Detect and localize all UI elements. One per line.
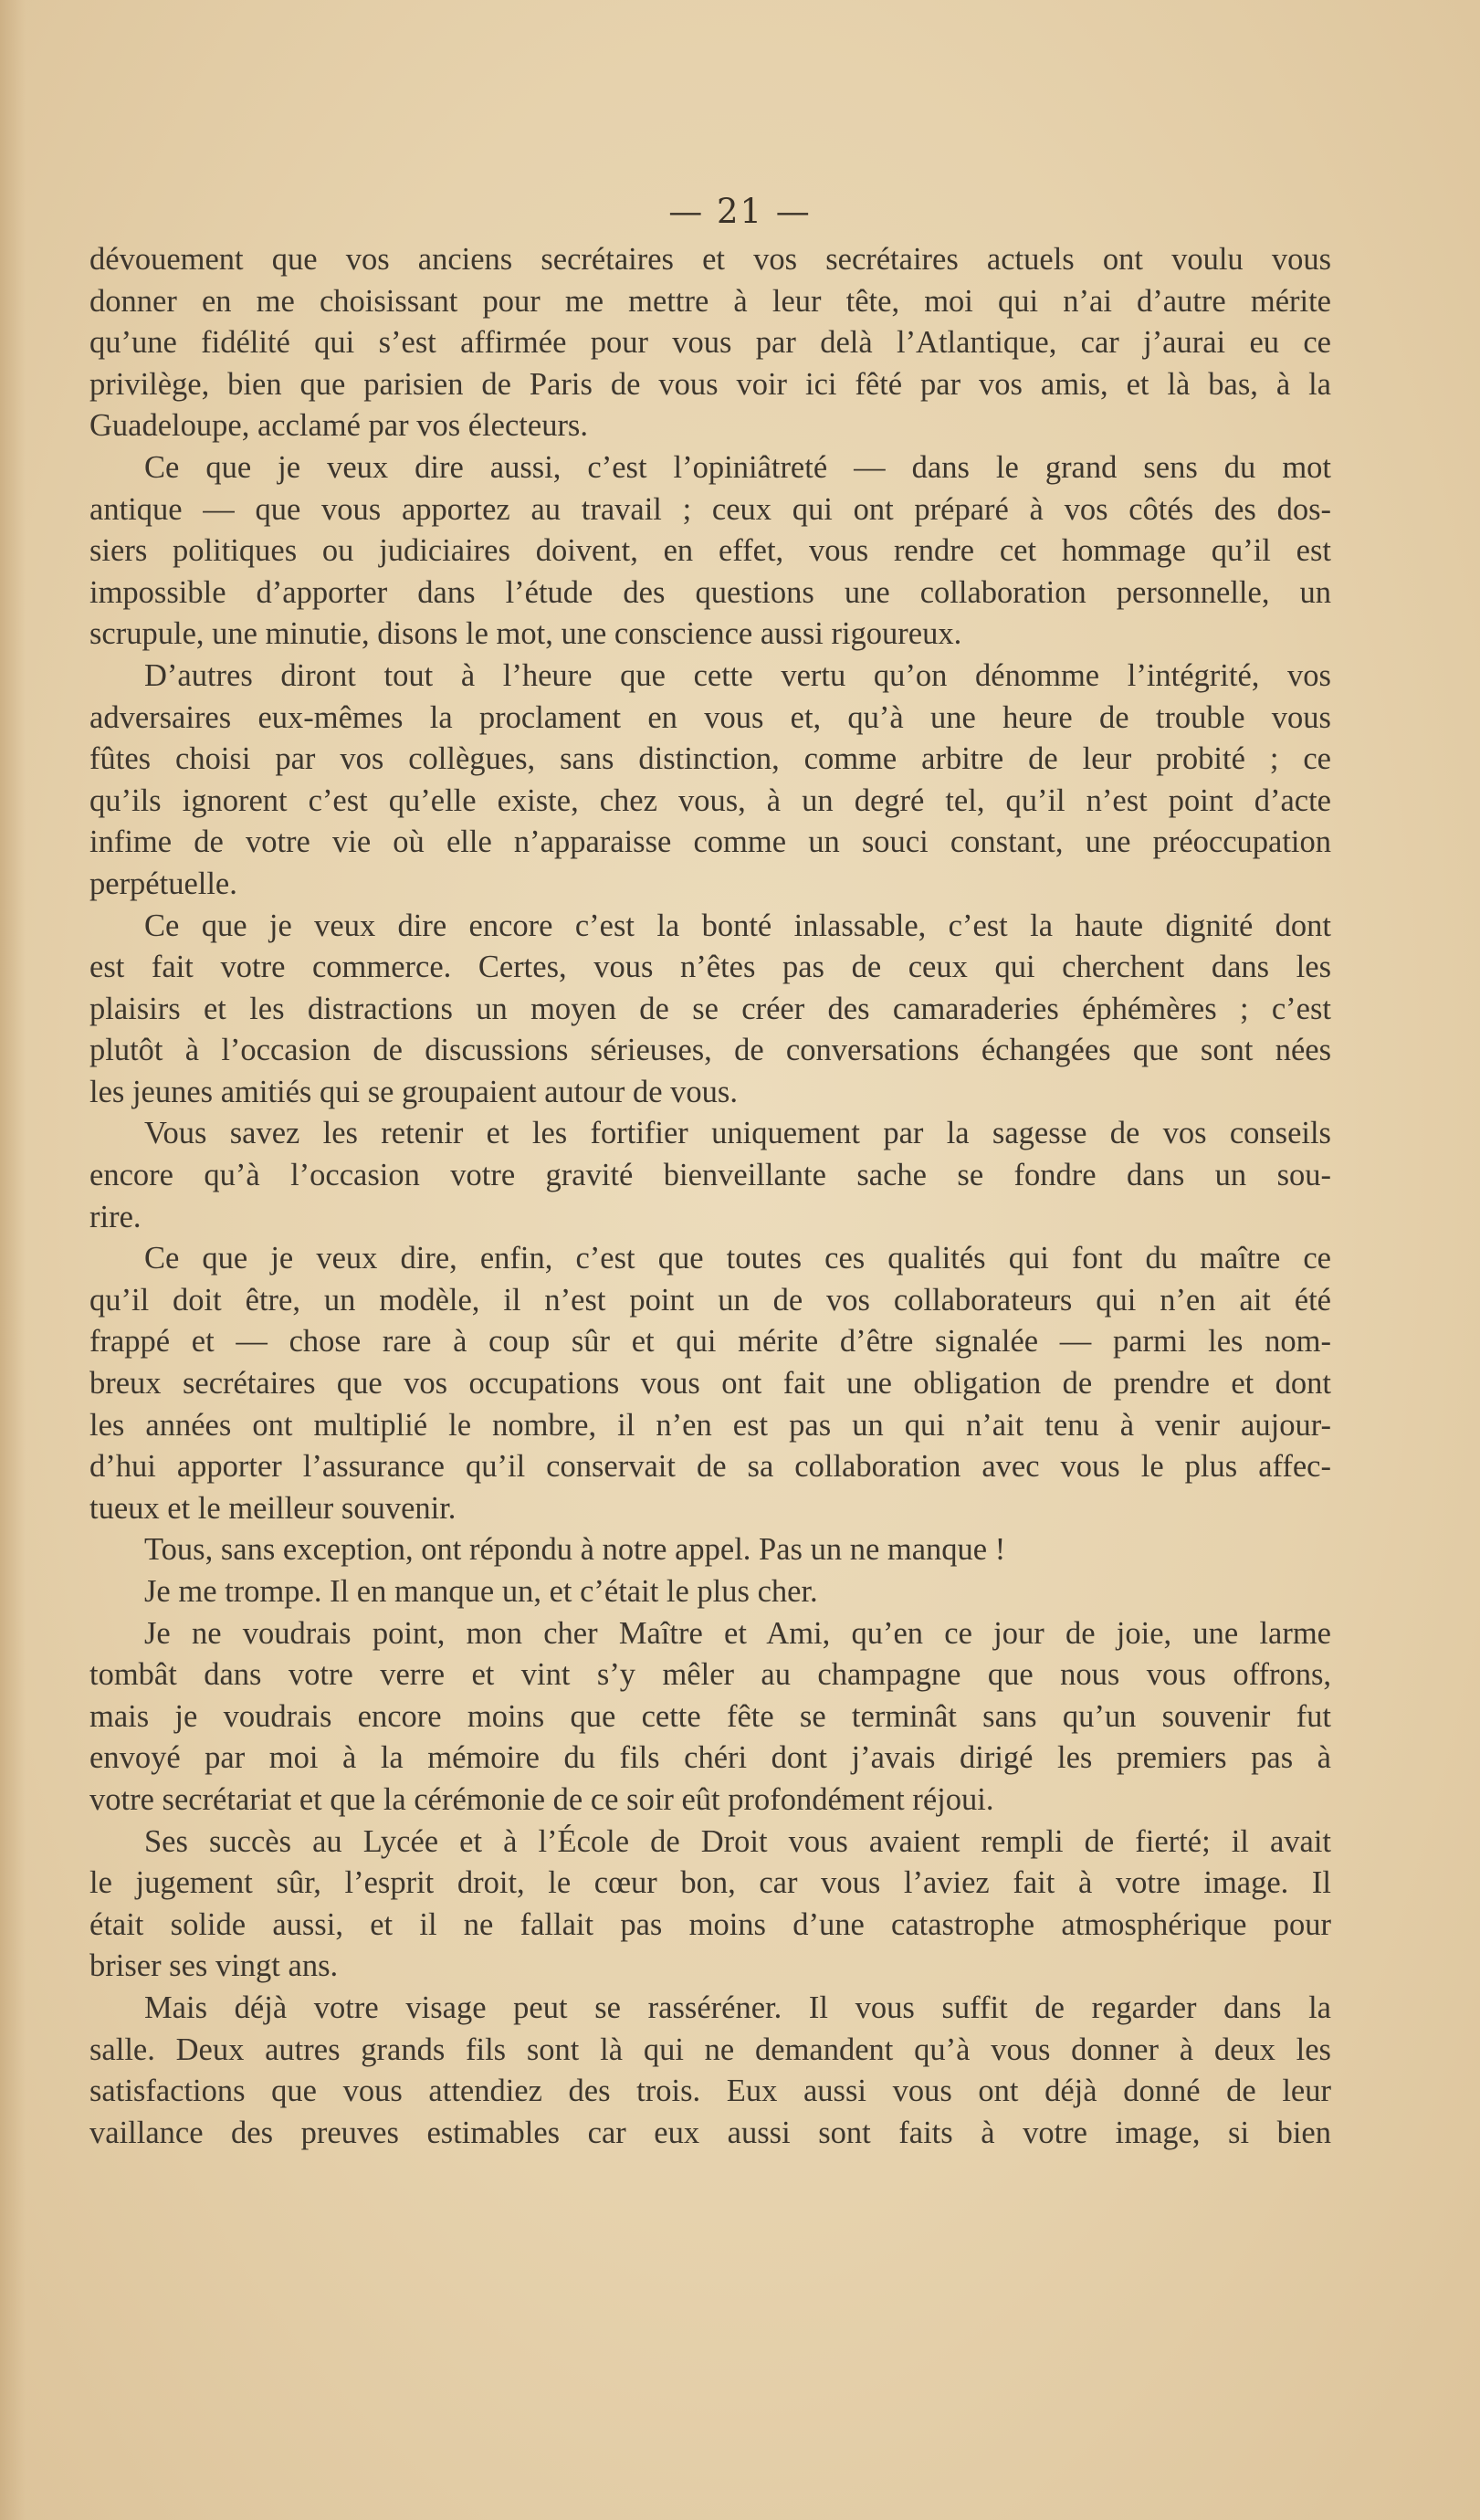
- text-line: D’autres diront tout à l’heure que cette vertu qu’on dénomme l’intégrité, vos: [144, 657, 1331, 693]
- text-line: scrupule, une minutie, disons le mot, une conscience aussi rigoureux.: [89, 616, 962, 652]
- text-line: rire.: [89, 1199, 142, 1234]
- text-line: était solide aussi, et il ne fallait pas moins d’une catastrophe atmosphérique pour: [89, 1906, 1331, 1942]
- text-line: adversaires eux-mêmes la proclament en vous et, qu’à une heure de trouble vous: [89, 699, 1331, 735]
- text-line: impossible d’apporter dans l’étude des questions une collaboration personnelle, un: [89, 574, 1331, 610]
- text-line: qu’une fidélité qui s’est affirmée pour vous par delà l’Atlantique, car j’aurai eu ce: [89, 325, 1331, 361]
- text-line: tueux et le meilleur souvenir.: [89, 1490, 457, 1526]
- text-line: Ce que je veux dire encore c’est la bonté inlassable, c’est la haute dignité dont: [144, 908, 1331, 943]
- text-line: votre secrétariat et que la cérémonie de ce soir eût profondément réjoui.: [89, 1781, 994, 1817]
- text-line: donner en me choisissant pour me mettre à leur tête, moi qui n’ai d’autre mérite: [89, 283, 1331, 319]
- text-line: Ses succès au Lycée et à l’École de Droit vous avaient rempli de fierté; il avait: [144, 1823, 1331, 1859]
- text-line: plutôt à l’occasion de discussions sérieuses, de conversations échangées que sont nées: [89, 1033, 1331, 1068]
- text-line: qu’il doit être, un modèle, il n’est point un de vos collaborateurs qui n’en ait été: [89, 1282, 1331, 1318]
- text-line: tombât dans votre verre et vint s’y mêler au champagne que nous vous offrons,: [89, 1657, 1331, 1693]
- text-line: Mais déjà votre visage peut se rasséréner. Il vous suffit de regarder dans la: [144, 1990, 1331, 2025]
- page-number: — 21 —: [668, 192, 812, 231]
- text-line: Guadeloupe, acclamé par vos électeurs.: [89, 408, 588, 444]
- text-line: Je me trompe. Il en manque un, et c’était le plus cher.: [144, 1574, 818, 1609]
- page-edge-shadow: [0, 0, 26, 2520]
- text-line: dévouement que vos anciens secrétaires et vos secrétaires actuels ont voulu vous: [89, 242, 1331, 277]
- text-line: vaillance des preuves estimables car eux aussi sont faits à votre image, si bien: [89, 2115, 1331, 2150]
- text-line: est fait votre commerce. Certes, vous n’êtes pas de ceux qui cherchent dans les: [89, 950, 1331, 985]
- text-line: briser ses vingt ans.: [89, 1948, 339, 1984]
- text-line: breux secrétaires que vos occupations vous ont fait une obligation de prendre et dont: [89, 1366, 1331, 1402]
- text-line: plaisirs et les distractions un moyen de se créer des camaraderies éphémères ; c’est: [89, 991, 1331, 1026]
- text-line: infime de votre vie où elle n’apparaisse comme un souci constant, une préoccupation: [89, 824, 1331, 860]
- text-line: privilège, bien que parisien de Paris de vous voir ici fêté par vos amis, et là bas, à la: [89, 366, 1331, 402]
- text-line: les jeunes amitiés qui se groupaient autour de vous.: [89, 1074, 738, 1109]
- text-line: fûtes choisi par vos collègues, sans distinction, comme arbitre de leur probité ; ce: [89, 741, 1331, 777]
- text-line: Vous savez les retenir et les fortifier uniquement par la sagesse de vos conseils: [144, 1116, 1331, 1151]
- text-line: qu’ils ignorent c’est qu’elle existe, chez vous, à un degré tel, qu’il n’est point d’acte: [89, 782, 1331, 818]
- text-line: frappé et — chose rare à coup sûr et qui mérite d’être signalée — parmi les nom-: [89, 1324, 1331, 1360]
- text-line: d’hui apporter l’assurance qu’il conservait de sa collaboration avec vous le plus affec-: [89, 1449, 1331, 1485]
- text-line: Ce que je veux dire, enfin, c’est que toutes ces qualités qui font du maître ce: [144, 1241, 1331, 1276]
- text-line: Je ne voudrais point, mon cher Maître et Ami, qu’en ce jour de joie, une larme: [144, 1615, 1331, 1651]
- text-line: envoyé par moi à la mémoire du fils chéri dont j’avais dirigé les premiers pas à: [89, 1740, 1331, 1776]
- text-line: satisfactions que vous attendiez des trois. Eux aussi vous ont déjà donné de leur: [89, 2074, 1331, 2109]
- text-line: perpétuelle.: [89, 866, 237, 901]
- text-line: Tous, sans exception, ont répondu à notre appel. Pas un ne manque !: [144, 1532, 1006, 1568]
- body-text: [89, 239, 1331, 2154]
- text-line: les années ont multiplié le nombre, il n’en est pas un qui n’ait tenu à venir aujour-: [89, 1407, 1331, 1443]
- text-line: antique — que vous apportez au travail ; ceux qui ont préparé à vos côtés des dos-: [89, 491, 1331, 527]
- text-line: mais je voudrais encore moins que cette fête se terminât sans qu’un souvenir fut: [89, 1698, 1331, 1734]
- text-line: le jugement sûr, l’esprit droit, le cœur bon, car vous l’aviez fait à votre image. Il: [89, 1865, 1331, 1901]
- text-line: encore qu’à l’occasion votre gravité bienveillante sache se fondre dans un sou-: [89, 1158, 1331, 1193]
- text-line: salle. Deux autres grands fils sont là qui ne demandent qu’à vous donner à deux les: [89, 2032, 1331, 2067]
- text-line: Ce que je veux dire aussi, c’est l’opiniâtreté — dans le grand sens du mot: [144, 449, 1331, 485]
- text-line: siers politiques ou judiciaires doivent, en effet, vous rendre cet hommage qu’il est: [89, 533, 1331, 569]
